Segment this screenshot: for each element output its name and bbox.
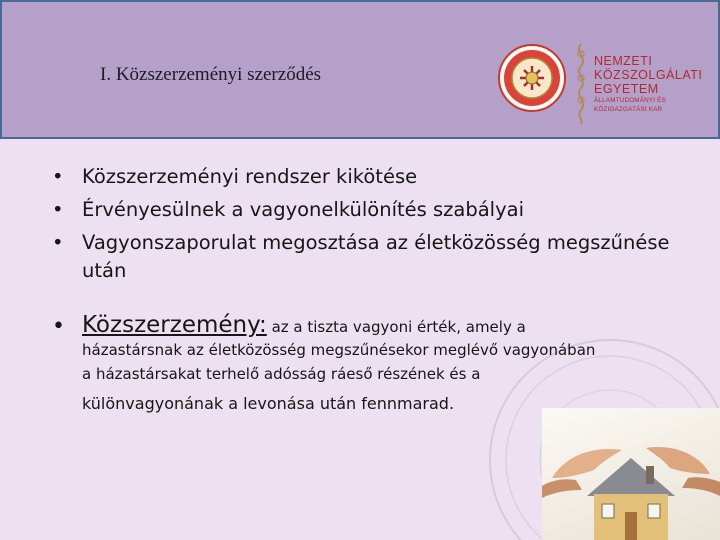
logo-faculty-line2: KÖZIGAZGATÁSI KAR (594, 106, 663, 113)
definition-term: Közszerzemény: (82, 312, 267, 338)
definition-line: különvagyonának a levonása után fennmarad. (82, 394, 455, 413)
bullet-text: Vagyonszaporulat megosztása az életközösség megszűnése után (82, 231, 670, 282)
title-header (0, 0, 720, 139)
definition-line: házastársnak az életközösség megszűnésekor meglévő vagyonában (82, 341, 596, 359)
bullet-item (48, 163, 688, 191)
definition-heading (48, 312, 708, 338)
definition-text-first: az a tiszta vagyoni érték, amely a (266, 318, 526, 336)
bullet-dot-icon: • (52, 198, 64, 221)
university-logo (594, 54, 702, 114)
bullet-dot-icon: • (52, 165, 64, 188)
bullet-text: Érvényesülnek a vagyonelkülönítés szabályai (82, 198, 524, 221)
hands-protecting-house-icon (542, 408, 720, 540)
logo-faculty-line1: ÁLLAMTUDOMÁNYI ÉS (594, 97, 666, 104)
definition-line: a házastársakat terhelő adósság ráeső részének és a (82, 365, 481, 383)
house-protection-image (542, 408, 720, 540)
bullet-dot-icon: • (52, 314, 65, 339)
logo-name-line1: NEMZETI (594, 54, 653, 68)
bullet-dot-icon: • (52, 231, 64, 254)
bullet-list (48, 163, 688, 290)
bullet-item (48, 229, 688, 285)
university-emblem-icon (572, 42, 590, 126)
university-seal-icon (498, 44, 566, 112)
bullet-text: Közszerzeményi rendszer kikötése (82, 165, 418, 188)
logo-name-line2: KÖZSZOLGÁLATI (594, 68, 703, 82)
slide-title: I. Közszerzeményi szerződés (100, 64, 322, 85)
logo-name-line3: EGYETEM (594, 82, 659, 96)
bullet-item (48, 196, 688, 224)
definition-block (48, 312, 708, 416)
